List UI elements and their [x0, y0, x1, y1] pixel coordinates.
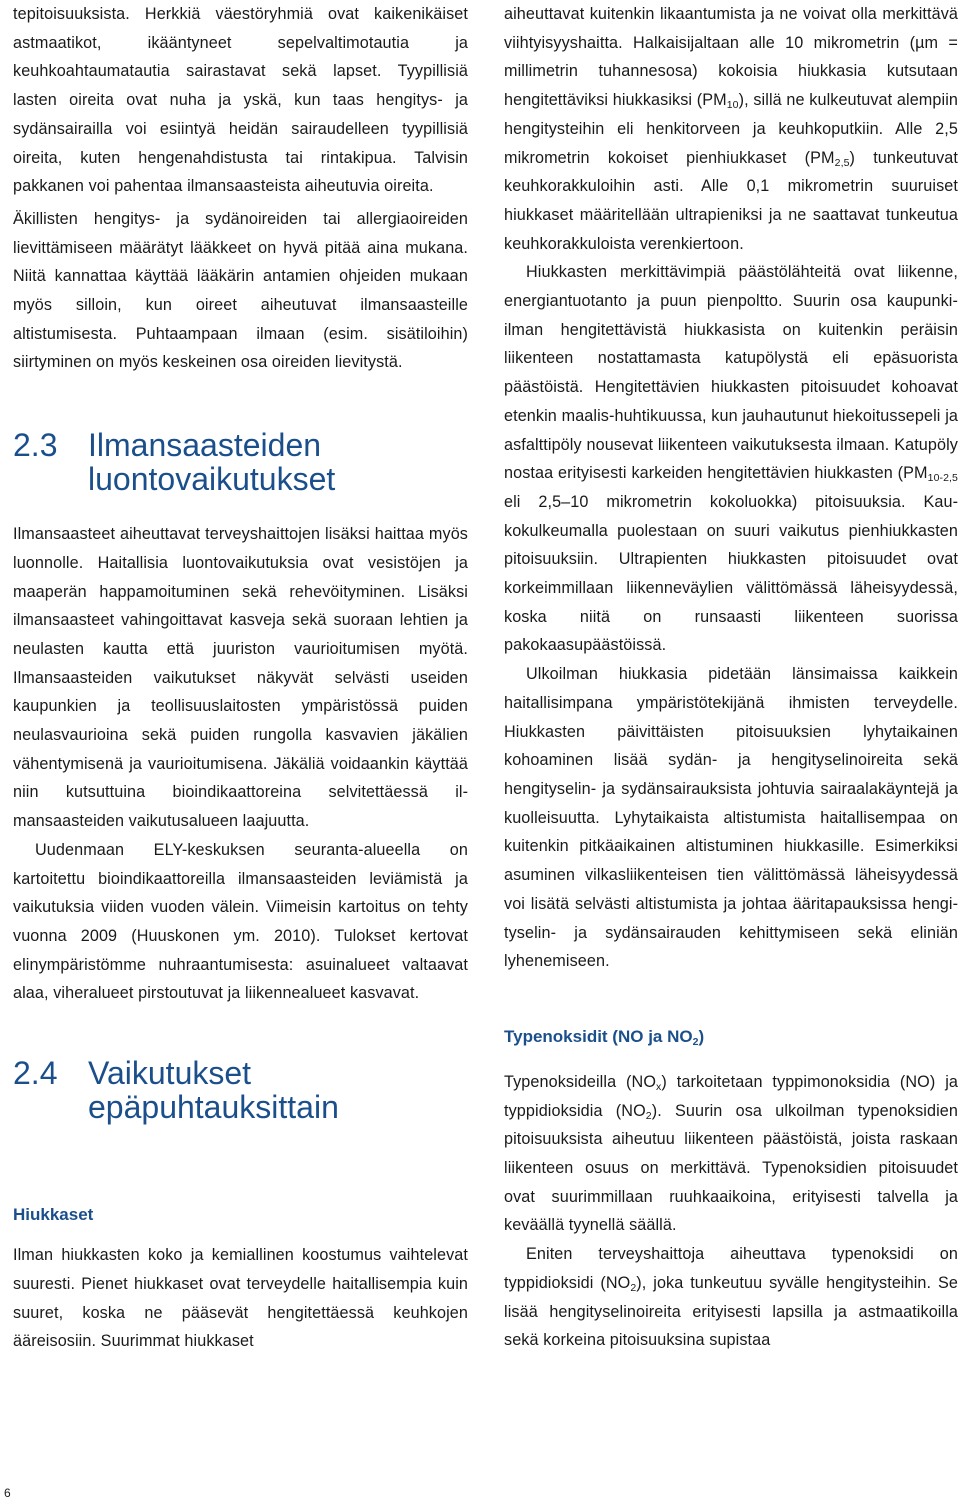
section-number: 2.4	[13, 1055, 58, 1092]
paragraph: aiheuttavat kuitenkin likaantumista ja ne voivat olla merkittävä viihtyisyyshaitta. Halkaisijaltaan alle 10 mikrometrin (µm = millimetrin tuhannesosa) kokoisia hiukkasia kutsutaan hengitettäviksi hiukkasiksi $(PM_{10})$, sillä ne kulkeutuvat alempiin hengitysteihin eli henkitorveen ja keuhkoputkiin. Alle 2,5 mikrometrin kokoiset pienhiukkaset $(PM_{2,5})$ tunkeutuvat keuhkorakkuloihin asti. Alle 0,1 mikrometrin suuruiset hiukkaset määritellään ultrapieniksi ja ne saattavat tunkeutua keuhkorakkuloista verenkiertoon.	[504, 5, 958, 253]
right-column	[504, 0, 958, 1355]
paragraph: Uudenmaan ELY-keskuksen seuranta-alueella on kartoitettu bioindikaattoreilla ilmansaasteiden leviämistä ja vaikutuksia viiden vuoden välein. Viimeisin kartoitus on tehty vuonna 2009 (Huuskonen ym. 2010). Tulokset kertovat elinympäristömme nuhraantumisesta: asuinalueet valtaavat alaa, viheralueet pirstoutuvat ja liikennealueet kasvavat.	[13, 840, 468, 1003]
subsection-heading: Typenoksidit (NO ja $NO_2$)	[504, 1026, 705, 1048]
section-heading-2-3	[13, 428, 468, 496]
paragraph: Typenoksideilla $(NO_x)$ tarkoitetaan typpimonoksidia (NO) ja typpidioksidia $(NO_2)$. Suurin osa ulkoilman typenoksidien pitoisuuksista aiheutuu liikenteen päästöistä, joista raskaan liikenteen osuus on merkittävä. Typenoksidien pitoisuudet ovat suurimmillaan ruuhkaaikoina, erityisesti talvella ja keväällä tyynellä säällä.	[504, 1072, 958, 1235]
paragraph: tepitoisuuksista. Herkkiä väestöryhmiä ovat kaikenikäiset astmaatikot, ikääntyneet sepelvaltimotautia ja keuhkoahtaumatautia sairastavat sekä lapset. Tyypillisiä lasten oireita ovat nuha ja yskä, kun taas hengitys- ja sydänsairailla voi esiintyä heidän sairaudelleen tyypillisiä oireita, kuten hengenahdistusta tai rintakipua. Talvisin pakkanen voi pahentaa ilmansaasteista aiheutuvia oireita.	[13, 5, 468, 196]
paragraph: Ilmansaasteet aiheuttavat terveyshaittojen lisäksi haittaa myös luonnolle. Haitallisia luontovaikutuksia ovat vesistöjen ja maaperän happamoituminen sekä rehevöityminen. Lisäksi ilmansaasteet vahingoittavat kasveja sekä suoraan lehtien ja neulasten kautta että juuriston vaurioitumisen myötä. Ilmansaasteiden vaikutukset näkyvät selvästi useiden kaupunkien ja teollisuuslaitosten ympäristössä puiden neulasvaurioina sekä puiden rungolla kasvavien jäkälien vähentymisenä ja vaurioitumisena. Jäkäliä voidaankin käyttää niin kutsuttuina bioindikaattoreina selvitettäessä ilmansaasteiden vaikutusalueen laajuutta.	[13, 525, 468, 831]
paragraph: Ulkoilman hiukkasia pidetään länsimaissa kaikkein haitallisimpana ympäristötekijänä ihmisten terveydelle. Hiukkasten päivittäisten pitoisuuksien lyhytaikainen kohoaminen lisää sydän- ja hengityselinoireita sekä hengityselin- ja sydänsairauksista johtuvia sairaalakäyntejä ja kuolleisuutta. Lyhytaikaista altistumista haitallisempaa on kuitenkin pitkäaikainen altistuminen hiukkasille. Esimerkiksi asuminen vilkasliikenteisen tien välittömässä läheisyydessä voi lisätä selvästi altistumista ja johtaa ääritapauksissa hengityselin- ja sydänsairauden kehittymiseen sekä eliniän lyhenemiseen.	[504, 665, 958, 971]
left-column	[13, 0, 468, 1356]
section-number: 2.3	[13, 427, 58, 464]
section-title: Ilmansaasteiden luontovaikutukset	[88, 427, 336, 498]
page-number: 6	[4, 1486, 11, 1500]
paragraph: Hiukkasten merkittävimpiä päästölähteitä ovat liikenne, energiantuotanto ja puun pienpoltto. Suurin osa kaupunki-ilman hengitettävistä hiukkasista on kuitenkin peräisin liikenteen nostattamasta katupölystä eli epäsuorista päästöistä. Hengitettävien hiukkasten pitoisuudet kohoavat etenkin maalis-huhtikuussa, kun jauhautunut hiekoitussepeli ja asfalttipöly nousevat liikenteen vaikutuksesta ilmaan. Katupöly nostaa erityisesti karkeiden hengitettävien hiukkasten ($PM_{10-2,5}$ eli 2,5–10 mikrometrin kokoluokka) pitoisuuksia. Kaukokulkeumalla puolestaan on suuri vaikutus pienhiukkasten pitoisuuksiin. Ultrapienten hiukkasten pitoisuudet ovat korkeimmillaan liikenneväylien välittömässä läheisyydessä, koska niitä on runsaasti liikenteen suorissa pakokaasupäästöissä.	[504, 263, 958, 655]
subsection-heading: Hiukkaset	[13, 1205, 94, 1225]
section-heading-2-4	[13, 1056, 468, 1124]
paragraph: Ilman hiukkasten koko ja kemiallinen koostumus vaihtelevat suuresti. Pienet hiukkaset ovat terveydelle haitallisempia kuin suuret, koska ne pääsevät hengitettäessä keuhkojen ääreisosiin. Suurimmat hiukkaset	[13, 1246, 468, 1351]
paragraph: Eniten terveyshaittoja aiheuttava typenoksidi on typpidioksidi $(NO_2)$, joka tunkeutuu syvälle hengitysteihin. Se lisää hengityselinoireita erityisesti lapsilla ja astmaatikoilla sekä korkeina pitoisuuksina supistaa	[504, 1245, 959, 1350]
paragraph: Äkillisten hengitys- ja sydänoireiden tai allergiaoireiden lievittämiseen määrätyt lääkkeet on hyvä pitää aina mukana. Niitä kannattaa käyttää lääkärin antamien ohjeiden mukaan myös silloin, kun oireet aiheutuvat ilmansaasteille altistumisesta. Puhtaampaan ilmaan (esim. sisätiloihin) siirtyminen on myös keskeinen osa oireiden lievitystä.	[13, 209, 468, 372]
section-title: Vaikutukset epäpuhtauksittain	[88, 1055, 339, 1126]
